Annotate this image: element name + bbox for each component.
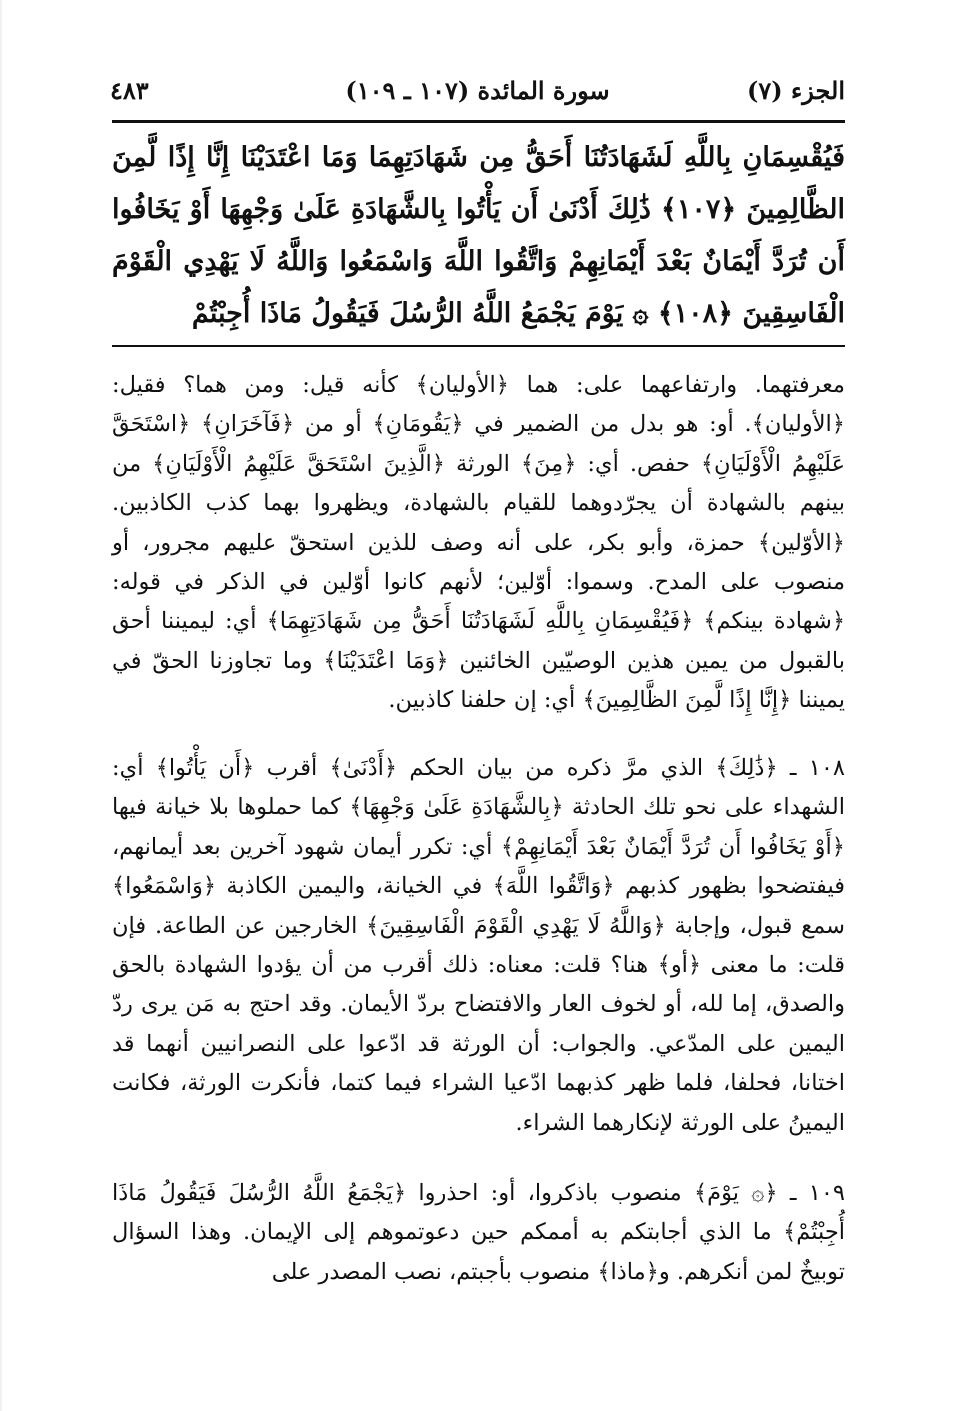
- commentary-paragraph-2: ١٠٨ ـ ﴿ذَٰلِكَ﴾ الذي مرَّ ذكره من بيان الحكم ﴿أَدْنَىٰ﴾ أقرب ﴿أَن يَأْتُوا﴾ أي: الشهداء على نحو تلك الحادثة ﴿بِالشَّهَادَةِ عَلَىٰ وَجْهِهَا﴾ كما حملوها بلا خيانة فيها ﴿أَوْ يَخَافُوا أَن تُرَدَّ أَيْمَانٌ بَعْدَ أَيْمَانِهِمْ﴾ أي: تكرر أيمان شهود آخرين بعد أيمانهم، فيفتضحوا بظهور كذبهم ﴿وَاتَّقُوا اللَّهَ﴾ في الخيانة، واليمين الكاذبة ﴿وَاسْمَعُوا﴾ سمع قبول، وإجابة ﴿وَاللَّهُ لَا يَهْدِي الْقَوْمَ الْفَاسِقِينَ﴾ الخارجين عن الطاعة. فإن قلت: ما معنى ﴿أو﴾ هنا؟ قلت: معناه: ذلك أقرب من أن يؤدوا الشهادة بالحق والصدق، إما لله، أو لخوف العار والافتضاح بردّ الأيمان. وقد احتج به مَن يرى ردّ اليمين على المدّعي. والجواب: أن الورثة قد ادّعوا على النصرانيين أنهما قد اختانا، فحلفا، فلما ظهر كذبهما ادّعيا الشراء فيما كتما، فأنكرت الورثة، فكانت اليمينُ على الورثة لإنكارهما الشراء.: [112, 755, 845, 1136]
- part-label: الجزء (٧): [747, 76, 845, 105]
- commentary-paragraph-3: ١٠٩ ـ ﴿۞ يَوْمَ﴾ منصوب باذكروا، أو: احذروا ﴿يَجْمَعُ اللَّهُ الرُّسُلَ فَيَقُولُ مَاذَا أُجِبْتُمْ﴾ ما الذي أجابتكم به أممكم حين دعوتموهم إلى الإيمان. وهذا السؤال توبيخٌ لمن أنكرهم. و﴿ماذا﴾ منصوب بأجبتم، نصب المصدر على: [112, 1180, 845, 1285]
- header-divider: [112, 120, 845, 123]
- surah-title: سورة المائدة (١٠٧ ـ ١٠٩): [345, 76, 610, 105]
- commentary-paragraph-1: معرفتهما. وارتفاعهما على: هما ﴿الأوليان﴾ كأنه قيل: ومن هما؟ فقيل: ﴿الأوليان﴾. أو: هو بدل من الضمير في ﴿يَقُومَانِ﴾ أو من ﴿فَآخَرَانِ﴾ ﴿اسْتَحَقَّ عَلَيْهِمُ الْأَوْلَيَانِ﴾ حفص. أي: ﴿مِنَ﴾ الورثة ﴿الَّذِينَ اسْتَحَقَّ عَلَيْهِمُ الْأَوْلَيَانِ﴾ من بينهم بالشهادة أن يجرّدوهما للقيام بالشهادة، ويظهروا بهما كذب الكاذبين. ﴿الأوّلين﴾ حمزة، وأبو بكر، على أنه وصف للذين استحقّ عليهم مجرور، أو منصوب على المدح. وسموا: أوّلين؛ لأنهم كانوا أوّلين في الذكر في قوله: ﴿شهادة بينكم﴾ ﴿فَيُقْسِمَانِ بِاللَّهِ لَشَهَادَتُنَا أَحَقُّ مِن شَهَادَتِهِمَا﴾ أي: ليميننا أحق بالقبول من يمين هذين الوصيّين الخائنين ﴿وَمَا اعْتَدَيْنَا﴾ وما تجاوزنا الحقّ في يميننا ﴿إِنَّا إِذًا لَّمِنَ الظَّالِمِينَ﴾ أي: إن حلفنا كاذبين.: [112, 372, 845, 714]
- page-edge: [0, 0, 2, 1411]
- page-header: [110, 70, 845, 120]
- page-number: ٤٨٣: [110, 76, 149, 105]
- quran-verses: فَيُقْسِمَانِ بِاللَّهِ لَشَهَادَتُنَا أَحَقُّ مِن شَهَادَتِهِمَا وَمَا اعْتَدَيْنَا إِنَّا إِذًا لَّمِنَ الظَّالِمِينَ ﴿١٠٧﴾ ذَٰلِكَ أَدْنَىٰ أَن يَأْتُوا بِالشَّهَادَةِ عَلَىٰ وَجْهِهَا أَوْ يَخَافُوا أَن تُرَدَّ أَيْمَانٌ بَعْدَ أَيْمَانِهِمْ وَاتَّقُوا اللَّهَ وَاسْمَعُوا وَاللَّهُ لَا يَهْدِي الْقَوْمَ الْفَاسِقِينَ ﴿١٠٨﴾ ۞ يَوْمَ يَجْمَعُ اللَّهُ الرُّسُلَ فَيَقُولُ مَاذَا أُجِبْتُمْ: [112, 142, 845, 329]
- verses-divider: [112, 345, 845, 347]
